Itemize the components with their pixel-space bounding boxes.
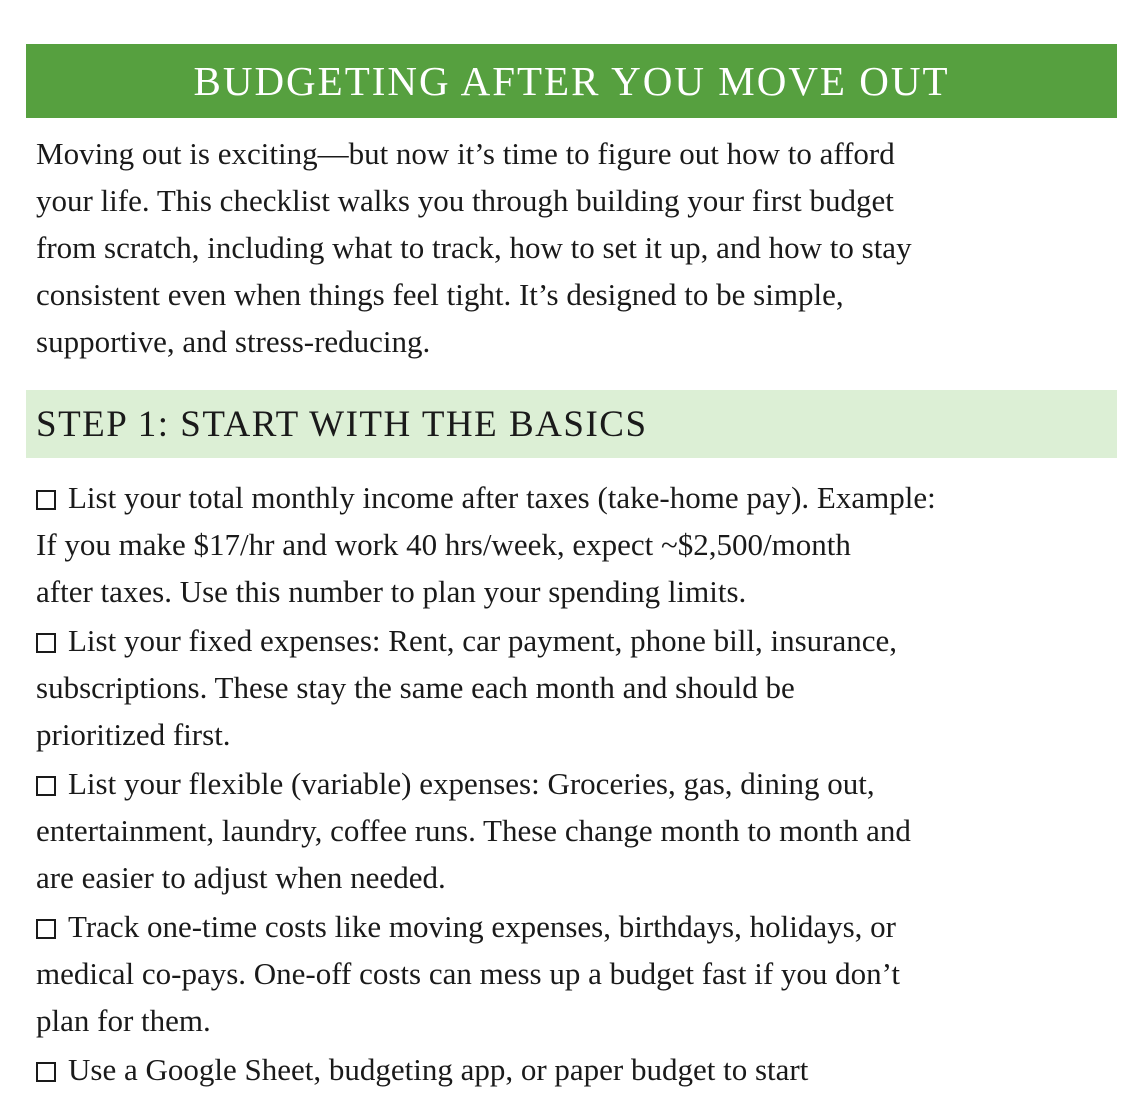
step-1-heading: STEP 1: START WITH THE BASICS (36, 403, 648, 445)
intro-line: supportive, and stress-reducing. (36, 324, 431, 359)
checklist-item-line: after taxes. Use this number to plan your spending limits. (36, 574, 747, 609)
checklist-item-line: prioritized first. (36, 717, 231, 752)
checkbox-icon[interactable] (36, 919, 56, 939)
checklist-item-text: List your total monthly income after taxes (take-home pay). Example: (68, 480, 936, 515)
intro-line: Moving out is exciting—but now it’s time to figure out how to afford (36, 136, 895, 171)
checklist-item (36, 617, 1126, 758)
checklist-item-text: Use a Google Sheet, budgeting app, or paper budget to start (68, 1052, 809, 1087)
intro-line: your life. This checklist walks you through building your first budget (36, 183, 894, 218)
checklist-item-text: List your flexible (variable) expenses: Groceries, gas, dining out, (68, 766, 875, 801)
checklist-item-line: If you make $17/hr and work 40 hrs/week, expect ~$2,500/month (36, 527, 851, 562)
checklist-item-line (36, 617, 1126, 664)
checklist-item-line (36, 1046, 1126, 1093)
intro-paragraph (36, 130, 1116, 365)
checkbox-icon[interactable] (36, 490, 56, 510)
checklist-item-text: Track one-time costs like moving expenses, birthdays, holidays, or (68, 909, 896, 944)
title-banner (26, 44, 1117, 118)
checklist-item (36, 760, 1126, 901)
checklist-item (36, 1046, 1126, 1093)
checklist-item-line: plan for them. (36, 1003, 211, 1038)
checklist-item (36, 474, 1126, 615)
intro-line: consistent even when things feel tight. It’s designed to be simple, (36, 277, 844, 312)
checklist-item (36, 903, 1126, 1044)
checklist-item-line: are easier to adjust when needed. (36, 860, 446, 895)
checkbox-icon[interactable] (36, 776, 56, 796)
checklist-item-line (36, 903, 1126, 950)
intro-line: from scratch, including what to track, how to set it up, and how to stay (36, 230, 912, 265)
checklist-item-text: List your fixed expenses: Rent, car payment, phone bill, insurance, (68, 623, 898, 658)
page-title: BUDGETING AFTER YOU MOVE OUT (193, 58, 950, 104)
step-1-banner (26, 390, 1117, 458)
checklist-item-line: medical co-pays. One-off costs can mess up a budget fast if you don’t (36, 956, 901, 991)
checklist-item-line (36, 474, 1126, 521)
checklist-item-line: subscriptions. These stay the same each month and should be (36, 670, 795, 705)
checklist-item-line: entertainment, laundry, coffee runs. These change month to month and (36, 813, 911, 848)
checkbox-icon[interactable] (36, 633, 56, 653)
step-1-checklist (36, 474, 1126, 1095)
checklist-item-line (36, 760, 1126, 807)
checkbox-icon[interactable] (36, 1062, 56, 1082)
